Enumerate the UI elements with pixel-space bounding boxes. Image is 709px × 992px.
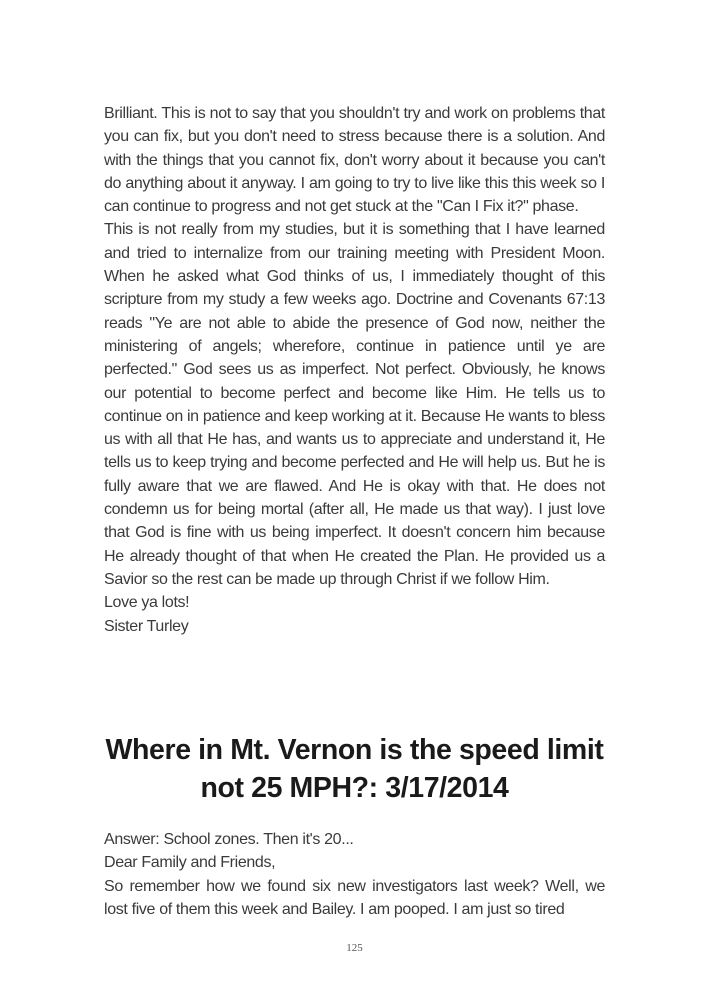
next-letter-body bbox=[104, 828, 605, 921]
paragraph-investigators: So remember how we found six new investigators last week? Well, we lost five of them this week and Bailey. I am pooped. I am just so tired bbox=[104, 877, 605, 918]
greeting-line: Dear Family and Friends, bbox=[104, 854, 276, 872]
closing-line: Love ya lots! bbox=[104, 594, 190, 612]
signature: Sister Turley bbox=[104, 617, 189, 635]
letter-body bbox=[104, 102, 605, 638]
paragraph-president-moon: This is not really from my studies, but it is something that I have learned and tried to internalize from our training meeting with President Moon. When he asked what God thinks of us, I immediately thought of this scripture from my study a few weeks ago. Doctrine and Covenants 67:13 reads "Ye are not able to abide the presence of God now, neither the ministering of angels; wherefore, continue in patience until ye are perfected." God sees us as imperfect. Not perfect. Obviously, he knows our potential to become perfect and become like Him. He tells us to continue on in patience and keep working at it. Because He wants to bless us with all that He has, and wants us to appreciate and understand it, He tells us to keep trying and become perfected and He will help us. But he is fully aware that we are flawed. And He is okay with that. He does not condemn us for being mortal (after all, He made us that way). I just love that God is fine with us being imperfect. It doesn't concern him because He already thought of that when He created the Plan. He provided us a Savior so the rest can be made up through Christ if we follow Him. bbox=[104, 221, 605, 588]
chapter-heading: Where in Mt. Vernon is the speed limit not 25 MPH?: 3/17/2014 bbox=[105, 734, 604, 804]
answer-line: Answer: School zones. Then it's 20... bbox=[104, 831, 354, 848]
paragraph-fix-it: Brilliant. This is not to say that you shouldn't try and work on problems that you can fix, but you don't need to stress because there is a solution. And with the things that you cannot fix, don't worry about it because you can't do anything about it anyway. I am going to try to live like this this week so I can continue to progress and not get stuck at the "Can I Fix it?" phase. bbox=[104, 105, 605, 216]
page-number: 125 bbox=[346, 942, 363, 954]
